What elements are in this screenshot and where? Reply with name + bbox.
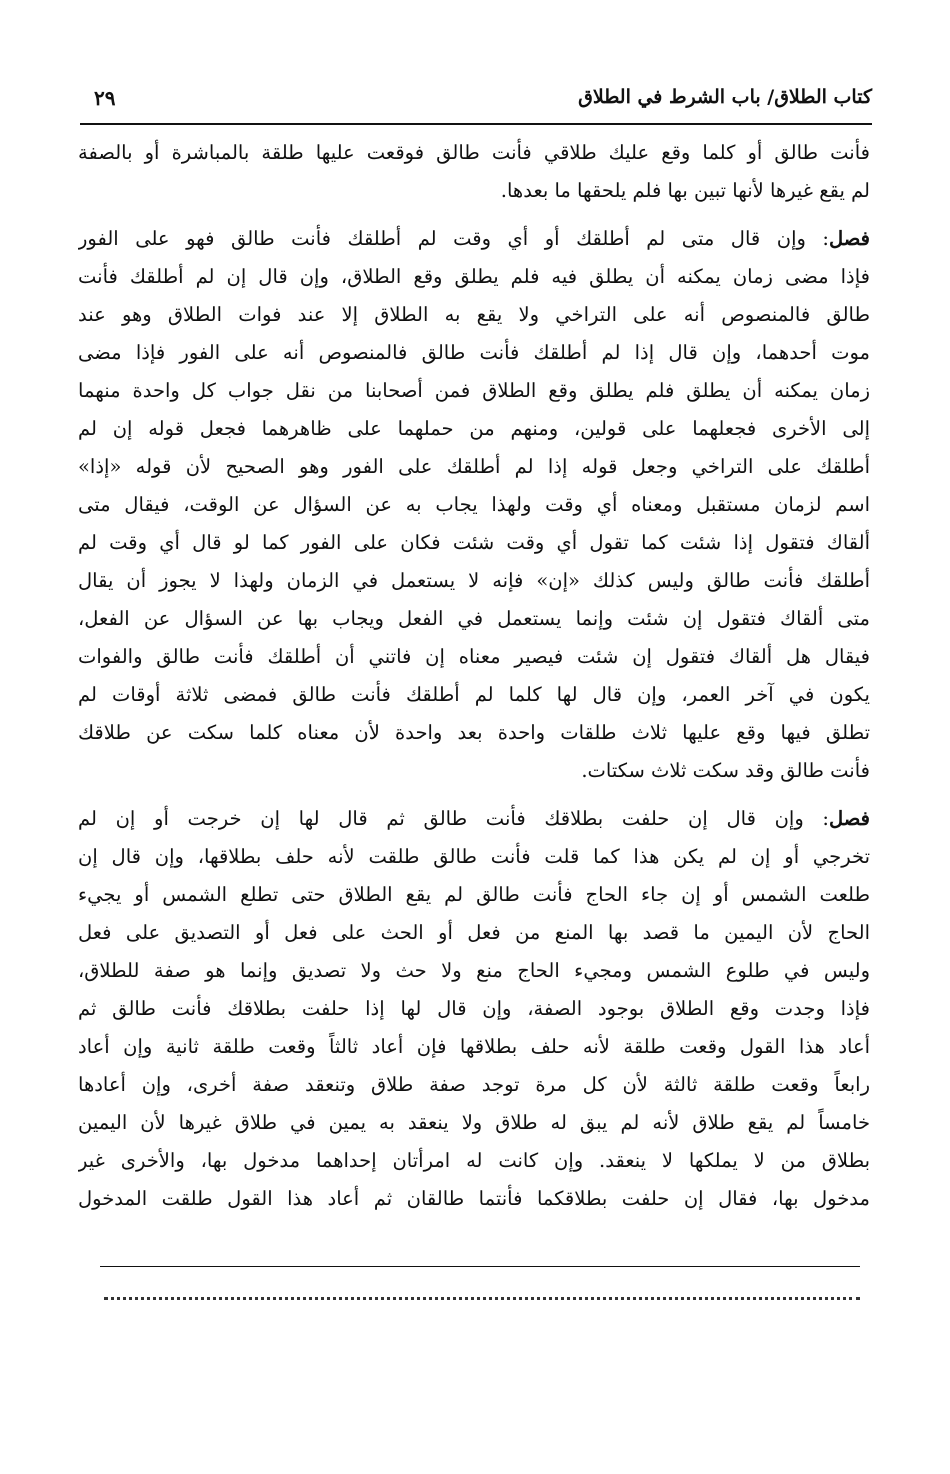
text-line: الحاج لأن اليمين ما قصد بها المنع من فعل أو الحث على فعل أو التصديق على فعل bbox=[78, 921, 870, 944]
text-line: طلعت الشمس أو إن جاء الحاج فأنت طالق لم يقع الطلاق حتى تطلع الشمس أو يجيء bbox=[78, 883, 870, 906]
text-line: رابعاً وقعت طلقة ثالثة لأن كل مرة توجد صفة طلاق وتنعقد صفة أخرى، وإن أعادها bbox=[78, 1073, 870, 1096]
paragraph-3 bbox=[78, 800, 870, 1218]
section-label: فصل bbox=[829, 227, 870, 250]
text-line: : وإن قال إن حلفت بطلاقك فأنت طالق ثم قال لها إن خرجت أو إن لم bbox=[78, 807, 829, 830]
text-line: مدخول بها، فقال إن حلفت بطلاقكما فأنتما طالقان ثم أعاد هذا القول طلقت المدخول bbox=[78, 1187, 870, 1210]
text-line: بطلاق من لا يملكها لا ينعقد. وإن كانت له امرأتان إحداهما مدخول بها، والأخرى غير bbox=[78, 1149, 870, 1172]
text-line: تطلق فيها وقع عليها ثلاث طلقات واحدة بعد واحدة لأن معناه كلما سكت عن طلاقك bbox=[78, 721, 870, 744]
text-line: لم يقع غيرها لأنها تبين بها فلم يلحقها ما بعدها. bbox=[500, 179, 870, 202]
text-line: ألقاك فتقول إذا شئت كما تقول أي وقت شئت فكان على الفور كما لو قال أي وقت لم bbox=[78, 531, 870, 554]
text-line: يكون في آخر العمر، وإن قال لها كلما لم أطلقك فأنت طالق فمضى ثلاثة أوقات لم bbox=[78, 683, 870, 706]
text-line: متى ألقاك فتقول إن شئت وإنما يستعمل في الفعل ويجاب بها عن السؤال عن الفعل، bbox=[78, 607, 870, 630]
header-rule bbox=[80, 123, 872, 125]
text-line: فإذا مضى زمان يمكنه أن يطلق فيه فلم يطلق وقع الطلاق، وإن قال إن لم أطلقك فأنت bbox=[78, 265, 870, 288]
text-line: وليس في طلوع الشمس ومجيء الحاج منع ولا حث ولا تصديق وإنما هو صفة للطلاق، bbox=[78, 959, 870, 982]
paragraph-2 bbox=[78, 220, 870, 790]
section-label: فصل bbox=[829, 807, 870, 830]
text-line: أطلقك على التراخي وجعل قوله إذا لم أطلقك على الفور وهو الصحيح لأن قوله «إذا» bbox=[78, 455, 870, 478]
page-number: ٢٩ bbox=[94, 86, 116, 110]
text-line: طالق فالمنصوص أنه على التراخي ولا يقع به الطلاق إلا عند فوات الطلاق وهو عند bbox=[78, 303, 870, 326]
text-line: أطلقك فأنت طالق وليس كذلك «إن» فإنه لا يستعمل في الزمان ولهذا لا يجوز أن يقال bbox=[78, 569, 870, 592]
text-line: موت أحدهما، وإن قال إذا لم أطلقك فأنت طالق فالمنصوص أنه على الفور فإذا مضى bbox=[78, 341, 870, 364]
text-line: إلى الأخرى فجعلهما على قولين، ومنهم من حملهما على ظاهرهما فجعل قوله إن لم bbox=[78, 417, 870, 440]
running-header bbox=[80, 86, 872, 120]
text-line: اسم لزمان مستقبل ومعناه أي وقت ولهذا يجاب به عن السؤال عن الوقت، فيقال متى bbox=[78, 493, 870, 516]
text-line: خامساً لم يقع طلاق لأنه لم يبق له طلاق ولا ينعقد به يمين في طلاق غيرها لأن اليمين bbox=[78, 1111, 870, 1134]
header-title: كتاب الطلاق/ باب الشرط في الطلاق bbox=[578, 86, 872, 108]
footnote-rule bbox=[100, 1266, 860, 1267]
text-line: فإذا وجدت وقع الطلاق بوجود الصفة، وإن قال لها إذا حلفت بطلاقك فأنت طالق ثم bbox=[78, 997, 870, 1020]
text-line: أعاد هذا القول وقعت طلقة لأنه حلف بطلاقها فإن أعاد ثالثاً وقعت طلقة ثانية وإن أعاد bbox=[78, 1035, 870, 1058]
text-line: زمان يمكنه أن يطلق فلم يطلق وقع الطلاق فمن أصحابنا من نقل جواب كل واحدة منهما bbox=[78, 379, 870, 402]
text-line: تخرجي أو إن لم يكن هذا كما قلت فأنت طالق طلقت لأنه حلف بطلاقها، وإن قال إن bbox=[78, 845, 870, 868]
text-line: فأنت طالق أو كلما وقع عليك طلاقي فأنت طالق فوقعت عليها طلقة بالمباشرة أو بالصفة bbox=[78, 141, 870, 164]
text-line: فيقال هل ألقاك فتقول إن شئت فيصير معناه إن فاتني أن أطلقك فأنت طالق والفوات bbox=[78, 645, 870, 668]
text-line-with-label bbox=[78, 220, 870, 258]
body-text bbox=[78, 134, 870, 1228]
footnote-dotted-line bbox=[104, 1297, 860, 1300]
text-line: فأنت طالق وقد سكت ثلاث سكتات. bbox=[581, 759, 870, 782]
paragraph-1 bbox=[78, 134, 870, 210]
text-line-with-label bbox=[78, 800, 870, 838]
text-line: : وإن قال متى لم أطلقك أو أي وقت لم أطلقك فأنت طالق فهو على الفور bbox=[78, 227, 829, 250]
